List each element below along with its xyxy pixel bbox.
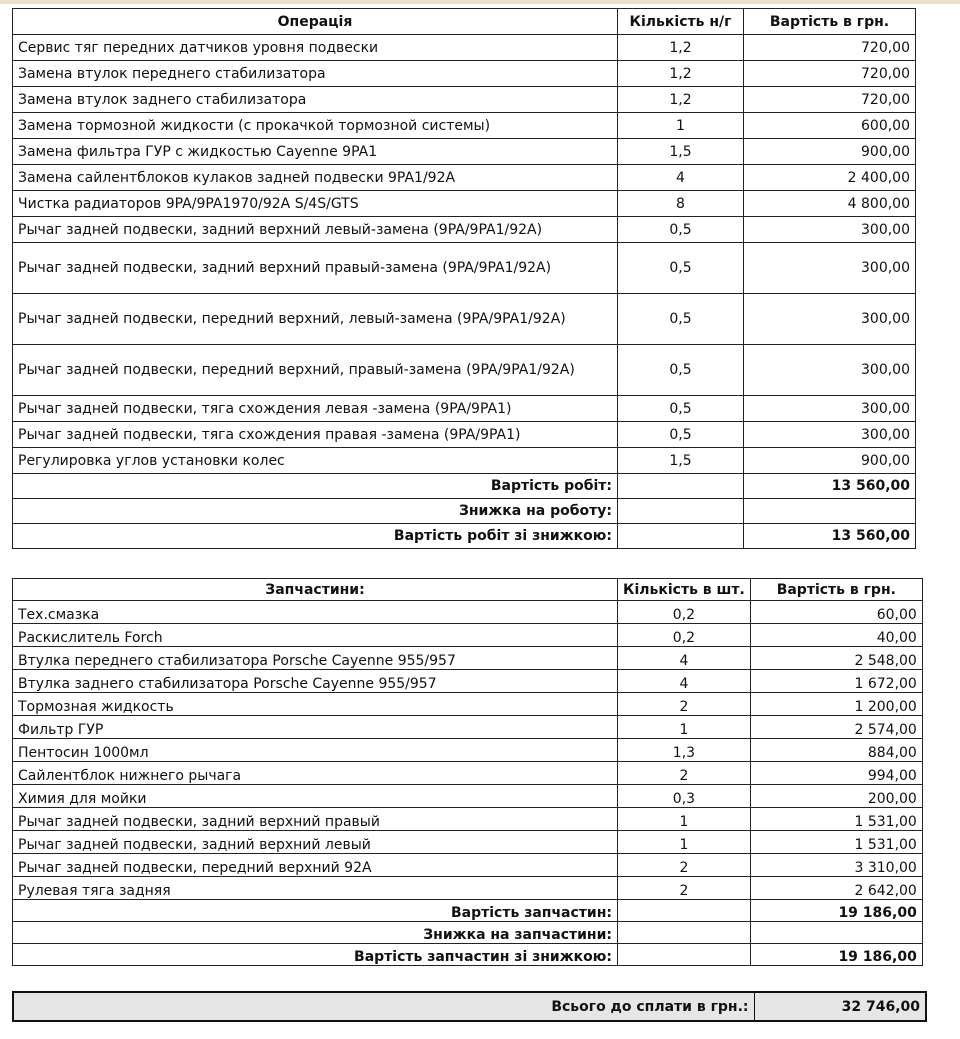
part-name: Химия для мойки: [13, 785, 618, 808]
table-row: [13, 217, 916, 243]
table-row: [13, 831, 923, 854]
operation-cost: 300,00: [744, 422, 916, 448]
table-row: [13, 670, 923, 693]
parts-discounted-label: Вартість запчастин зі знижкою:: [13, 944, 618, 966]
operation-cost: 720,00: [744, 61, 916, 87]
part-qty: 2: [618, 854, 751, 877]
empty-cell: [618, 524, 744, 549]
part-qty: 2: [618, 877, 751, 900]
top-border: [0, 0, 960, 4]
operation-qty: 1,2: [618, 35, 744, 61]
operation-qty: 1,5: [618, 448, 744, 474]
operation-cost: 900,00: [744, 448, 916, 474]
part-cost: 1 200,00: [750, 693, 922, 716]
table-row: [13, 87, 916, 113]
empty-cell: [618, 474, 744, 499]
part-name: Сайлентблок нижнего рычага: [13, 762, 618, 785]
operation-qty: 0,5: [618, 217, 744, 243]
operation-name: Рычаг задней подвески, задний верхний левый-замена (9PA/9PA1/92A): [13, 217, 618, 243]
part-name: Раскислитель Forch: [13, 624, 618, 647]
parts-cost-value: 19 186,00: [750, 900, 922, 922]
operation-cost: 300,00: [744, 243, 916, 294]
table-row: [13, 422, 916, 448]
parts-discount-row: [13, 922, 923, 944]
operation-cost: 300,00: [744, 345, 916, 396]
labor-discounted-value: 13 560,00: [744, 524, 916, 549]
table-row: [13, 739, 923, 762]
part-name: Рулевая тяга задняя: [13, 877, 618, 900]
operation-column-header: Операція: [13, 9, 618, 35]
table-row: [13, 877, 923, 900]
operation-qty: 0,5: [618, 243, 744, 294]
operation-cost: 300,00: [744, 294, 916, 345]
operation-cost: 600,00: [744, 113, 916, 139]
part-cost: 1 531,00: [750, 831, 922, 854]
part-cost: 3 310,00: [750, 854, 922, 877]
parts-discount-value: [750, 922, 922, 944]
part-qty: 0,2: [618, 624, 751, 647]
operation-name: Рычаг задней подвески, задний верхний правый-замена (9PA/9PA1/92A): [13, 243, 618, 294]
table-row: [13, 785, 923, 808]
operation-cost: 2 400,00: [744, 165, 916, 191]
operation-qty: 1,2: [618, 87, 744, 113]
operation-cost: 300,00: [744, 396, 916, 422]
table-row: [13, 243, 916, 294]
part-name: Рычаг задней подвески, задний верхний правый: [13, 808, 618, 831]
part-cost: 60,00: [750, 601, 922, 624]
part-qty: 1,3: [618, 739, 751, 762]
operation-cost: 720,00: [744, 87, 916, 113]
labor-cost-value: 13 560,00: [744, 474, 916, 499]
part-name: Рычаг задней подвески, передний верхний 92A: [13, 854, 618, 877]
operation-name: Замена втулок переднего стабилизатора: [13, 61, 618, 87]
operation-name: Замена фильтра ГУР с жидкостью Cayenne 9PA1: [13, 139, 618, 165]
table-row: [13, 345, 916, 396]
table-row: [13, 693, 923, 716]
part-cost: 40,00: [750, 624, 922, 647]
part-qty: 4: [618, 670, 751, 693]
table-row: [13, 808, 923, 831]
grand-total-row: [13, 992, 926, 1021]
labor-discount-value: [744, 499, 916, 524]
part-name: Пентосин 1000мл: [13, 739, 618, 762]
part-cost: 2 574,00: [750, 716, 922, 739]
part-cost: 1 531,00: [750, 808, 922, 831]
table-row: [13, 294, 916, 345]
part-cost: 2 642,00: [750, 877, 922, 900]
labor-discounted-row: [13, 524, 916, 549]
operations-header-row: [13, 9, 916, 35]
operation-qty: 4: [618, 165, 744, 191]
table-row: [13, 647, 923, 670]
operation-qty: 0,5: [618, 345, 744, 396]
empty-cell: [618, 944, 751, 966]
part-qty-column-header: Кількість в шт.: [618, 579, 751, 601]
part-name: Фильтр ГУР: [13, 716, 618, 739]
labor-discounted-label: Вартість робіт зі знижкою:: [13, 524, 618, 549]
part-name: Тех.смазка: [13, 601, 618, 624]
part-qty: 1: [618, 716, 751, 739]
table-row: [13, 61, 916, 87]
operation-name: Рычаг задней подвески, тяга схождения правая -замена (9PA/9PA1): [13, 422, 618, 448]
operation-qty: 1: [618, 113, 744, 139]
operation-name: Замена сайлентблоков кулаков задней подвески 9PA1/92A: [13, 165, 618, 191]
parts-discounted-value: 19 186,00: [750, 944, 922, 966]
part-cost: 884,00: [750, 739, 922, 762]
operation-name: Сервис тяг передних датчиков уровня подвески: [13, 35, 618, 61]
labor-cost-row: [13, 474, 916, 499]
part-qty: 1: [618, 831, 751, 854]
table-row: [13, 716, 923, 739]
parts-discount-label: Знижка на запчастини:: [13, 922, 618, 944]
operation-name: Рычаг задней подвески, передний верхний, левый-замена (9PA/9PA1/92A): [13, 294, 618, 345]
table-row: [13, 113, 916, 139]
operation-name: Рычаг задней подвески, передний верхний, правый-замена (9PA/9PA1/92A): [13, 345, 618, 396]
table-row: [13, 601, 923, 624]
empty-cell: [618, 922, 751, 944]
operation-name: Замена тормозной жидкости (с прокачкой тормозной системы): [13, 113, 618, 139]
operation-cost: 720,00: [744, 35, 916, 61]
part-name: Втулка заднего стабилизатора Porsche Cayenne 955/957: [13, 670, 618, 693]
parts-discounted-row: [13, 944, 923, 966]
table-row: [13, 624, 923, 647]
labor-cost-label: Вартість робіт:: [13, 474, 618, 499]
part-qty: 4: [618, 647, 751, 670]
table-row: [13, 191, 916, 217]
part-qty: 0,2: [618, 601, 751, 624]
qty-column-header: Кількість н/г: [618, 9, 744, 35]
operation-qty: 0,5: [618, 396, 744, 422]
operation-qty: 0,5: [618, 422, 744, 448]
operation-qty: 1,2: [618, 61, 744, 87]
grand-total-table: [12, 991, 927, 1022]
table-row: [13, 762, 923, 785]
part-qty: 0,3: [618, 785, 751, 808]
part-name: Тормозная жидкость: [13, 693, 618, 716]
part-cost-column-header: Вартість в грн.: [750, 579, 922, 601]
table-row: [13, 35, 916, 61]
parts-header-row: [13, 579, 923, 601]
parts-cost-row: [13, 900, 923, 922]
part-name: Рычаг задней подвески, задний верхний левый: [13, 831, 618, 854]
table-row: [13, 854, 923, 877]
part-qty: 1: [618, 808, 751, 831]
grand-total-label: Всього до сплати в грн.:: [13, 992, 754, 1021]
cost-column-header: Вартість в грн.: [744, 9, 916, 35]
operation-qty: 8: [618, 191, 744, 217]
operation-cost: 900,00: [744, 139, 916, 165]
operation-name: Рычаг задней подвески, тяга схождения левая -замена (9PA/9PA1): [13, 396, 618, 422]
parts-table: [12, 578, 923, 966]
part-cost: 200,00: [750, 785, 922, 808]
part-name: Втулка переднего стабилизатора Porsche Cayenne 955/957: [13, 647, 618, 670]
table-row: [13, 448, 916, 474]
part-column-header: Запчастини:: [13, 579, 618, 601]
labor-discount-label: Знижка на роботу:: [13, 499, 618, 524]
empty-cell: [618, 900, 751, 922]
empty-cell: [618, 499, 744, 524]
operation-cost: 300,00: [744, 217, 916, 243]
part-qty: 2: [618, 693, 751, 716]
operation-name: Регулировка углов установки колес: [13, 448, 618, 474]
part-cost: 994,00: [750, 762, 922, 785]
operation-qty: 0,5: [618, 294, 744, 345]
part-cost: 2 548,00: [750, 647, 922, 670]
table-row: [13, 165, 916, 191]
table-row: [13, 139, 916, 165]
table-row: [13, 396, 916, 422]
part-qty: 2: [618, 762, 751, 785]
operations-table: [12, 8, 916, 549]
part-cost: 1 672,00: [750, 670, 922, 693]
operation-qty: 1,5: [618, 139, 744, 165]
operation-name: Замена втулок заднего стабилизатора: [13, 87, 618, 113]
operation-cost: 4 800,00: [744, 191, 916, 217]
operation-name: Чистка радиаторов 9PA/9PA1970/92A S/4S/GTS: [13, 191, 618, 217]
parts-cost-label: Вартість запчастин:: [13, 900, 618, 922]
grand-total-value: 32 746,00: [754, 992, 926, 1021]
labor-discount-row: [13, 499, 916, 524]
